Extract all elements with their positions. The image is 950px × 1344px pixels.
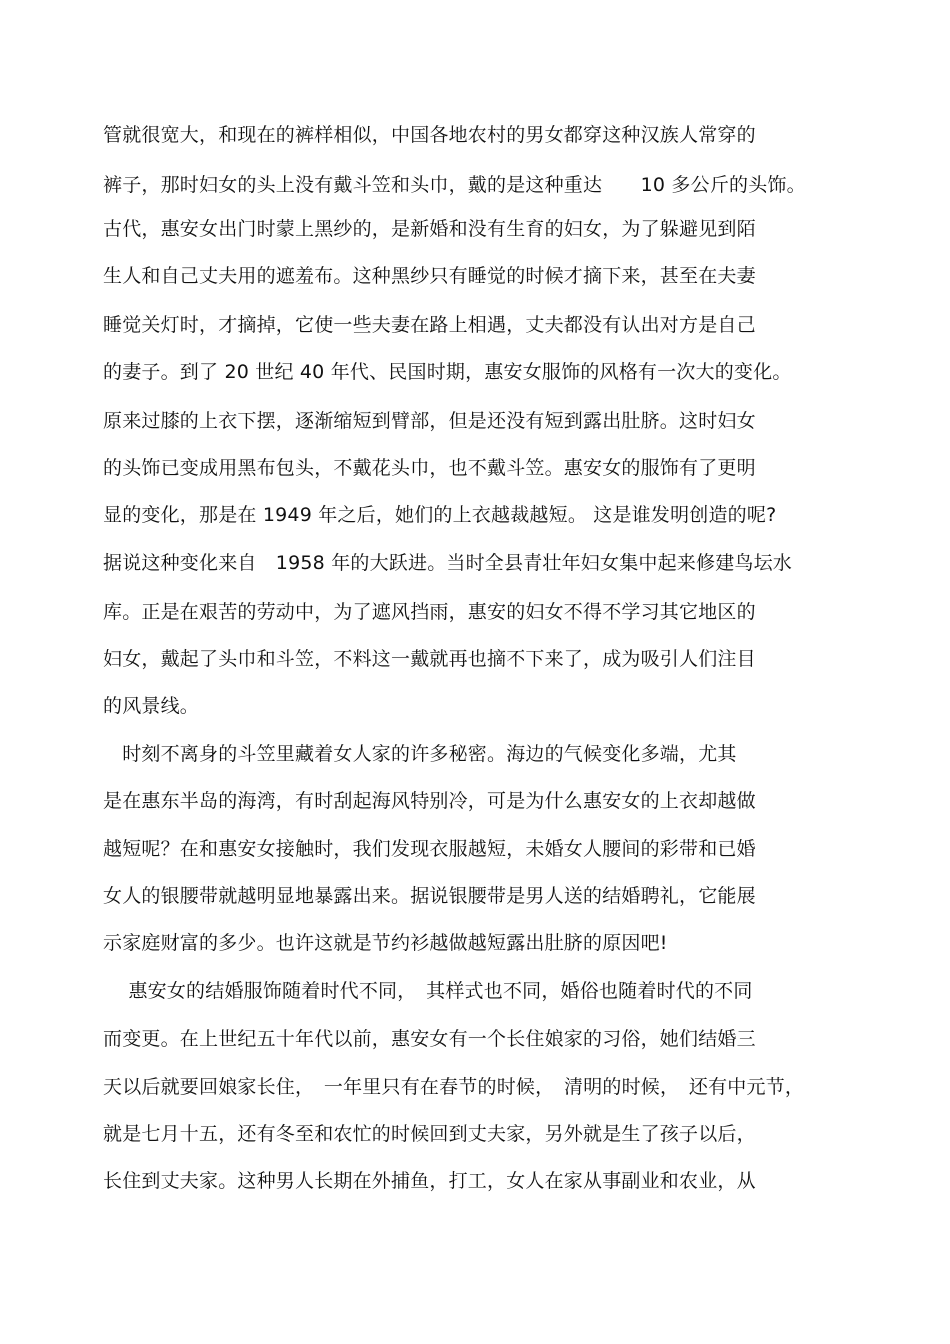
text-line: 生人和自己丈夫用的遮羞布。这种黑纱只有睡觉的时候才摘下来，甚至在夫妻 [103,265,756,287]
text-line: 裤子，那时妇女的头上没有戴斗笠和头巾，戴的是这种重达 10 多公斤的头饰。 [103,174,806,196]
text-line: 原来过膝的上衣下摆，逐渐缩短到臂部，但是还没有短到露出肚脐。这时妇女 [103,410,756,432]
text-line: 的妻子。到了 20 世纪 40 年代、民国时期，惠安女服饰的风格有一次大的变化。 [103,361,792,383]
text-line: 惠安女的结婚服饰随着时代不同， 其样式也不同，婚俗也随着时代的不同 [103,980,753,1002]
text-line: 就是七月十五，还有冬至和农忙的时候回到丈夫家，另外就是生了孩子以后， [103,1123,756,1145]
text-line: 长住到丈夫家。这种男人长期在外捕鱼，打工，女人在家从事副业和农业，从 [103,1170,756,1192]
text-line: 据说这种变化来自 1958 年的大跃进。当时全县青壮年妇女集中起来修建鸟坛水 [103,552,792,574]
text-line: 是在惠东半岛的海湾，有时刮起海风特别冷，可是为什么惠安女的上衣却越做 [103,790,756,812]
text-line: 天以后就要回娘家长住， 一年里只有在春节的时候， 清明的时候， 还有中元节， [103,1076,805,1098]
text-line: 古代，惠安女出门时蒙上黑纱的，是新婚和没有生育的妇女，为了躲避见到陌 [103,218,756,240]
text-line: 示家庭财富的多少。也许这就是节约衫越做越短露出肚脐的原因吧! [103,932,668,954]
text-line: 女人的银腰带就越明显地暴露出来。据说银腰带是男人送的结婚聘礼，它能展 [103,885,756,907]
text-line: 库。正是在艰苦的劳动中，为了遮风挡雨，惠安的妇女不得不学习其它地区的 [103,601,756,623]
text-line: 妇女，戴起了头巾和斗笠，不料这一戴就再也摘不下来了，成为吸引人们注目 [103,648,756,670]
text-line: 的头饰已变成用黑布包头，不戴花头巾，也不戴斗笠。惠安女的服饰有了更明 [103,457,756,479]
text-line: 时刻不离身的斗笠里藏着女人家的许多秘密。海边的气候变化多端，尤其 [103,743,737,765]
text-line: 睡觉关灯时，才摘掉，它使一些夫妻在路上相遇，丈夫都没有认出对方是自己 [103,314,756,336]
text-line: 显的变化，那是在 1949 年之后，她们的上衣越裁越短。 这是谁发明创造的呢? [103,504,777,526]
text-line: 的风景线。 [103,695,200,717]
text-line: 越短呢？在和惠安女接触时，我们发现衣服越短，未婚女人腰间的彩带和已婚 [103,838,756,860]
text-line: 而变更。在上世纪五十年代以前，惠安女有一个长住娘家的习俗，她们结婚三 [103,1028,756,1050]
text-line: 管就很宽大，和现在的裤样相似，中国各地农村的男女都穿这种汉族人常穿的 [103,124,756,146]
